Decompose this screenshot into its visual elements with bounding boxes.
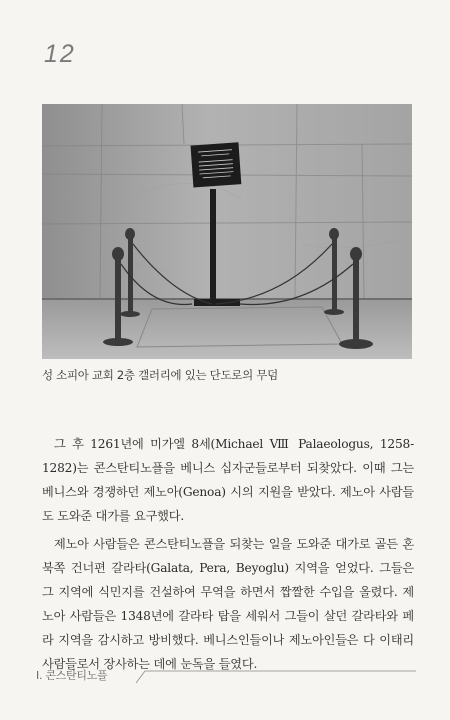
figure-caption: 성 소피아 교회 2층 갤러리에 있는 단도로의 무덤 [42, 368, 278, 382]
paragraph: 그 후 1261년에 미가엘 8세(Michael Ⅷ Palaeologus, 1258-1282)는 콘스탄티노플을 베니스 십자군들로부터 되찾았다. 이때 그는 베니스와 경쟁하던 제노아(Genoa) 시의 지원을 받았다. 제노아 사람들도 도와준 대가를 요구했다. [42, 437, 414, 523]
page-number: 12 [44, 40, 76, 68]
paragraph: 제노아 사람들은 콘스탄티노플을 되찾는 일을 도와준 대가로 골든 혼 북쪽 건너편 갈라타(Galata, Pera, Beyoglu) 지역을 얻었다. 그들은 그 지역에 식민지를 건설하여 무역을 하면서 짭짤한 수입을 올렸다. 제노아 사람들은 1348년에 갈라타 탑을 세워서 그들이 살던 갈라타와 페라 지역을 감시하고 방비했다. 베니스인들이나 제노아인들은 다 이태리 사람들로서 장사하는 데에 눈독을 들였다. [42, 537, 414, 671]
running-footer [36, 667, 416, 687]
footer-rule [136, 670, 416, 684]
section-label: I. 콘스탄티노플 [36, 669, 108, 682]
tomb-photo [42, 104, 412, 359]
body-text [42, 432, 414, 680]
